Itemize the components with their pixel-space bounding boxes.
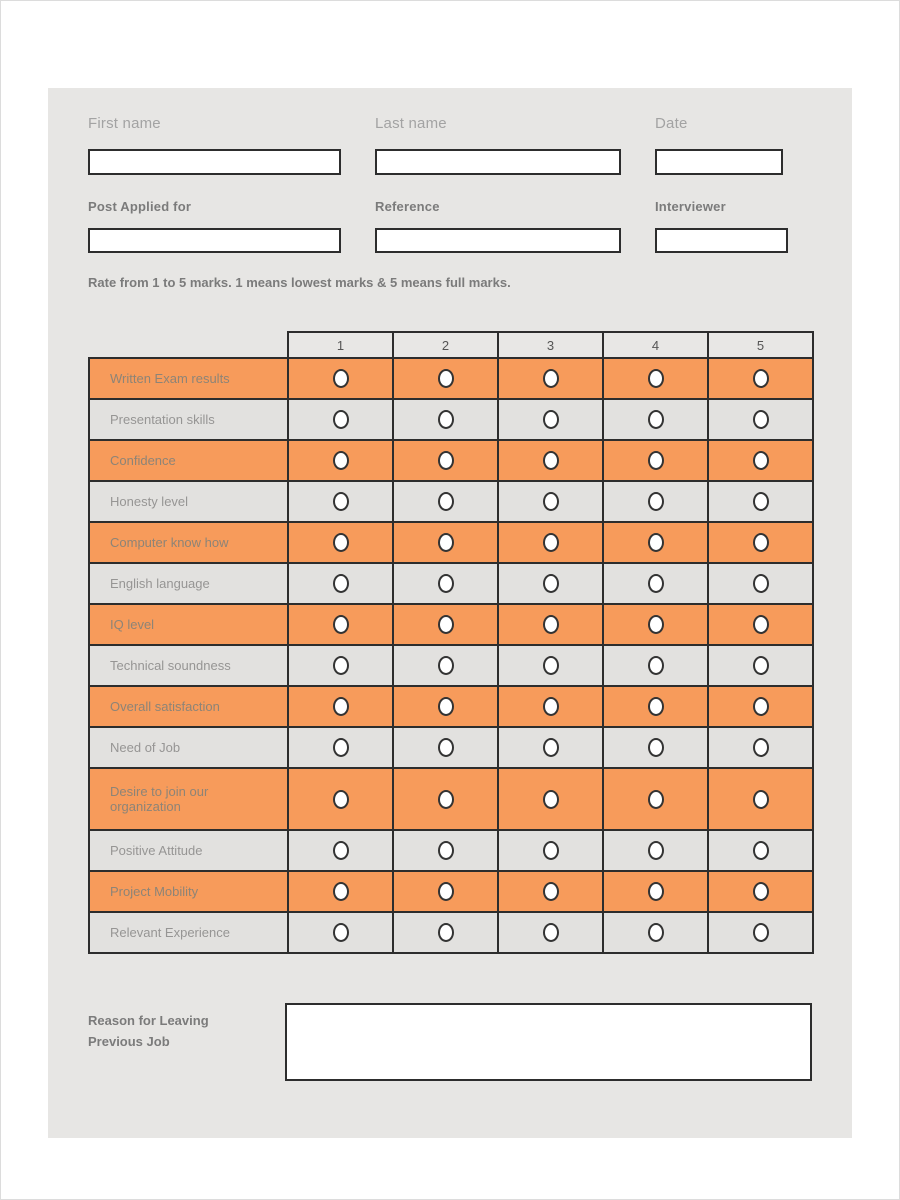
radio-button[interactable]	[753, 923, 769, 942]
form-card	[48, 88, 852, 1138]
rating-cell	[603, 399, 708, 440]
radio-button[interactable]	[753, 451, 769, 470]
radio-button[interactable]	[543, 882, 559, 901]
radio-button[interactable]	[753, 738, 769, 757]
rating-cell	[498, 399, 603, 440]
rating-cell	[708, 727, 813, 768]
radio-button[interactable]	[648, 410, 664, 429]
rating-cell	[708, 686, 813, 727]
radio-button[interactable]	[333, 697, 349, 716]
rating-cell	[603, 830, 708, 871]
score-column-header: 3	[498, 332, 603, 358]
rating-cell	[708, 358, 813, 399]
radio-button[interactable]	[543, 410, 559, 429]
table-row	[89, 604, 813, 645]
rating-cell	[603, 645, 708, 686]
rating-cell	[498, 563, 603, 604]
table-row	[89, 830, 813, 871]
radio-button[interactable]	[438, 451, 454, 470]
score-column-header: 5	[708, 332, 813, 358]
radio-button[interactable]	[543, 841, 559, 860]
rating-table	[88, 331, 814, 954]
radio-button[interactable]	[753, 574, 769, 593]
rating-cell	[393, 686, 498, 727]
radio-button[interactable]	[438, 492, 454, 511]
radio-button[interactable]	[648, 369, 664, 388]
radio-button[interactable]	[648, 492, 664, 511]
rating-cell	[603, 768, 708, 830]
row-label: Overall satisfaction	[89, 686, 288, 727]
date-label: Date	[655, 115, 688, 132]
table-row	[89, 912, 813, 953]
table-row	[89, 399, 813, 440]
radio-button[interactable]	[753, 615, 769, 634]
row-label: Need of Job	[89, 727, 288, 768]
interviewer-label: Interviewer	[655, 199, 726, 214]
radio-button[interactable]	[648, 574, 664, 593]
rating-cell	[288, 727, 393, 768]
rating-instruction: Rate from 1 to 5 marks. 1 means lowest marks & 5 means full marks.	[88, 275, 511, 290]
rating-cell	[708, 768, 813, 830]
row-label: IQ level	[89, 604, 288, 645]
score-column-header: 4	[603, 332, 708, 358]
rating-cell	[603, 440, 708, 481]
row-label: Positive Attitude	[89, 830, 288, 871]
rating-cell	[288, 481, 393, 522]
rating-cell	[603, 358, 708, 399]
row-label: Technical soundness	[89, 645, 288, 686]
radio-button[interactable]	[333, 369, 349, 388]
radio-button[interactable]	[438, 923, 454, 942]
score-column-header: 2	[393, 332, 498, 358]
rating-cell	[288, 604, 393, 645]
radio-button[interactable]	[543, 790, 559, 809]
score-column-header: 1	[288, 332, 393, 358]
rating-table-header-row	[89, 332, 813, 358]
radio-button[interactable]	[438, 841, 454, 860]
radio-button[interactable]	[438, 738, 454, 757]
rating-cell	[393, 912, 498, 953]
rating-cell	[288, 645, 393, 686]
radio-button[interactable]	[438, 615, 454, 634]
rating-cell	[288, 440, 393, 481]
radio-button[interactable]	[543, 451, 559, 470]
radio-button[interactable]	[753, 369, 769, 388]
rating-cell	[603, 522, 708, 563]
row-label: Project Mobility	[89, 871, 288, 912]
radio-button[interactable]	[753, 492, 769, 511]
table-row	[89, 522, 813, 563]
row-label: Relevant Experience	[89, 912, 288, 953]
rating-cell	[603, 871, 708, 912]
rating-cell	[708, 645, 813, 686]
rating-cell	[498, 686, 603, 727]
table-row	[89, 358, 813, 399]
rating-cell	[288, 522, 393, 563]
row-label: English language	[89, 563, 288, 604]
reason-for-leaving-textarea[interactable]	[285, 1003, 812, 1081]
radio-button[interactable]	[543, 923, 559, 942]
rating-cell	[603, 604, 708, 645]
radio-button[interactable]	[333, 882, 349, 901]
rating-cell	[288, 912, 393, 953]
rating-cell	[498, 604, 603, 645]
rating-cell	[498, 912, 603, 953]
row-label: Computer know how	[89, 522, 288, 563]
rating-cell	[498, 727, 603, 768]
radio-button[interactable]	[543, 492, 559, 511]
radio-button[interactable]	[648, 841, 664, 860]
radio-button[interactable]	[648, 451, 664, 470]
rating-cell	[498, 358, 603, 399]
row-label: Desire to join our organization	[89, 768, 288, 830]
radio-button[interactable]	[438, 410, 454, 429]
radio-button[interactable]	[648, 790, 664, 809]
rating-cell	[393, 358, 498, 399]
reference-input[interactable]	[375, 228, 621, 253]
rating-cell	[393, 645, 498, 686]
radio-button[interactable]	[543, 574, 559, 593]
rating-cell	[288, 358, 393, 399]
radio-button[interactable]	[333, 841, 349, 860]
interviewer-input[interactable]	[655, 228, 788, 253]
radio-button[interactable]	[648, 738, 664, 757]
table-row	[89, 768, 813, 830]
radio-button[interactable]	[333, 410, 349, 429]
rating-cell	[393, 563, 498, 604]
radio-button[interactable]	[333, 656, 349, 675]
rating-cell	[393, 768, 498, 830]
reason-for-leaving-label: Reason for Leaving Previous Job	[88, 1013, 209, 1050]
radio-button[interactable]	[753, 533, 769, 552]
radio-button[interactable]	[438, 369, 454, 388]
rating-cell	[603, 727, 708, 768]
radio-button[interactable]	[333, 574, 349, 593]
radio-button[interactable]	[333, 492, 349, 511]
radio-button[interactable]	[438, 697, 454, 716]
radio-button[interactable]	[648, 533, 664, 552]
rating-cell	[288, 830, 393, 871]
rating-cell	[498, 830, 603, 871]
radio-button[interactable]	[333, 615, 349, 634]
row-label: Written Exam results	[89, 358, 288, 399]
radio-button[interactable]	[543, 533, 559, 552]
radio-button[interactable]	[543, 369, 559, 388]
radio-button[interactable]	[648, 882, 664, 901]
first-name-label: First name	[88, 115, 161, 132]
radio-button[interactable]	[543, 615, 559, 634]
table-row	[89, 871, 813, 912]
rating-cell	[288, 686, 393, 727]
radio-button[interactable]	[753, 410, 769, 429]
rating-cell	[288, 871, 393, 912]
row-label: Presentation skills	[89, 399, 288, 440]
radio-button[interactable]	[438, 574, 454, 593]
radio-button[interactable]	[543, 697, 559, 716]
table-row	[89, 686, 813, 727]
radio-button[interactable]	[438, 790, 454, 809]
radio-button[interactable]	[333, 923, 349, 942]
rating-cell	[393, 481, 498, 522]
rating-cell	[393, 871, 498, 912]
date-input[interactable]	[655, 149, 783, 175]
radio-button[interactable]	[648, 615, 664, 634]
row-label: Confidence	[89, 440, 288, 481]
rating-cell	[288, 768, 393, 830]
rating-cell	[393, 727, 498, 768]
rating-cell	[393, 522, 498, 563]
rating-cell	[708, 563, 813, 604]
radio-button[interactable]	[438, 882, 454, 901]
rating-cell	[603, 481, 708, 522]
radio-button[interactable]	[648, 656, 664, 675]
radio-button[interactable]	[753, 656, 769, 675]
table-row	[89, 440, 813, 481]
rating-cell	[708, 399, 813, 440]
radio-button[interactable]	[438, 656, 454, 675]
reference-label: Reference	[375, 199, 440, 214]
rating-cell	[603, 563, 708, 604]
rating-cell	[603, 686, 708, 727]
row-label: Honesty level	[89, 481, 288, 522]
rating-cell	[708, 481, 813, 522]
rating-cell	[393, 440, 498, 481]
radio-button[interactable]	[543, 656, 559, 675]
table-row	[89, 645, 813, 686]
radio-button[interactable]	[333, 451, 349, 470]
first-name-input[interactable]	[88, 149, 341, 175]
radio-button[interactable]	[753, 697, 769, 716]
rating-cell	[708, 871, 813, 912]
rating-cell	[708, 604, 813, 645]
rating-cell	[708, 440, 813, 481]
last-name-label: Last name	[375, 115, 447, 132]
radio-button[interactable]	[543, 738, 559, 757]
last-name-input[interactable]	[375, 149, 621, 175]
table-row	[89, 727, 813, 768]
radio-button[interactable]	[753, 790, 769, 809]
radio-button[interactable]	[438, 533, 454, 552]
radio-button[interactable]	[753, 841, 769, 860]
table-row	[89, 563, 813, 604]
rating-cell	[393, 830, 498, 871]
rating-cell	[708, 912, 813, 953]
radio-button[interactable]	[648, 923, 664, 942]
rating-cell	[498, 645, 603, 686]
header-corner-cell	[89, 332, 288, 358]
rating-cell	[498, 768, 603, 830]
rating-cell	[393, 604, 498, 645]
rating-cell	[603, 912, 708, 953]
radio-button[interactable]	[333, 790, 349, 809]
radio-button[interactable]	[753, 882, 769, 901]
rating-cell	[288, 399, 393, 440]
rating-cell	[498, 522, 603, 563]
radio-button[interactable]	[333, 738, 349, 757]
radio-button[interactable]	[648, 697, 664, 716]
rating-cell	[498, 440, 603, 481]
rating-cell	[708, 522, 813, 563]
rating-cell	[708, 830, 813, 871]
post-applied-input[interactable]	[88, 228, 341, 253]
rating-cell	[498, 481, 603, 522]
rating-cell	[393, 399, 498, 440]
table-row	[89, 481, 813, 522]
radio-button[interactable]	[333, 533, 349, 552]
post-applied-label: Post Applied for	[88, 199, 192, 214]
rating-cell	[498, 871, 603, 912]
rating-cell	[288, 563, 393, 604]
